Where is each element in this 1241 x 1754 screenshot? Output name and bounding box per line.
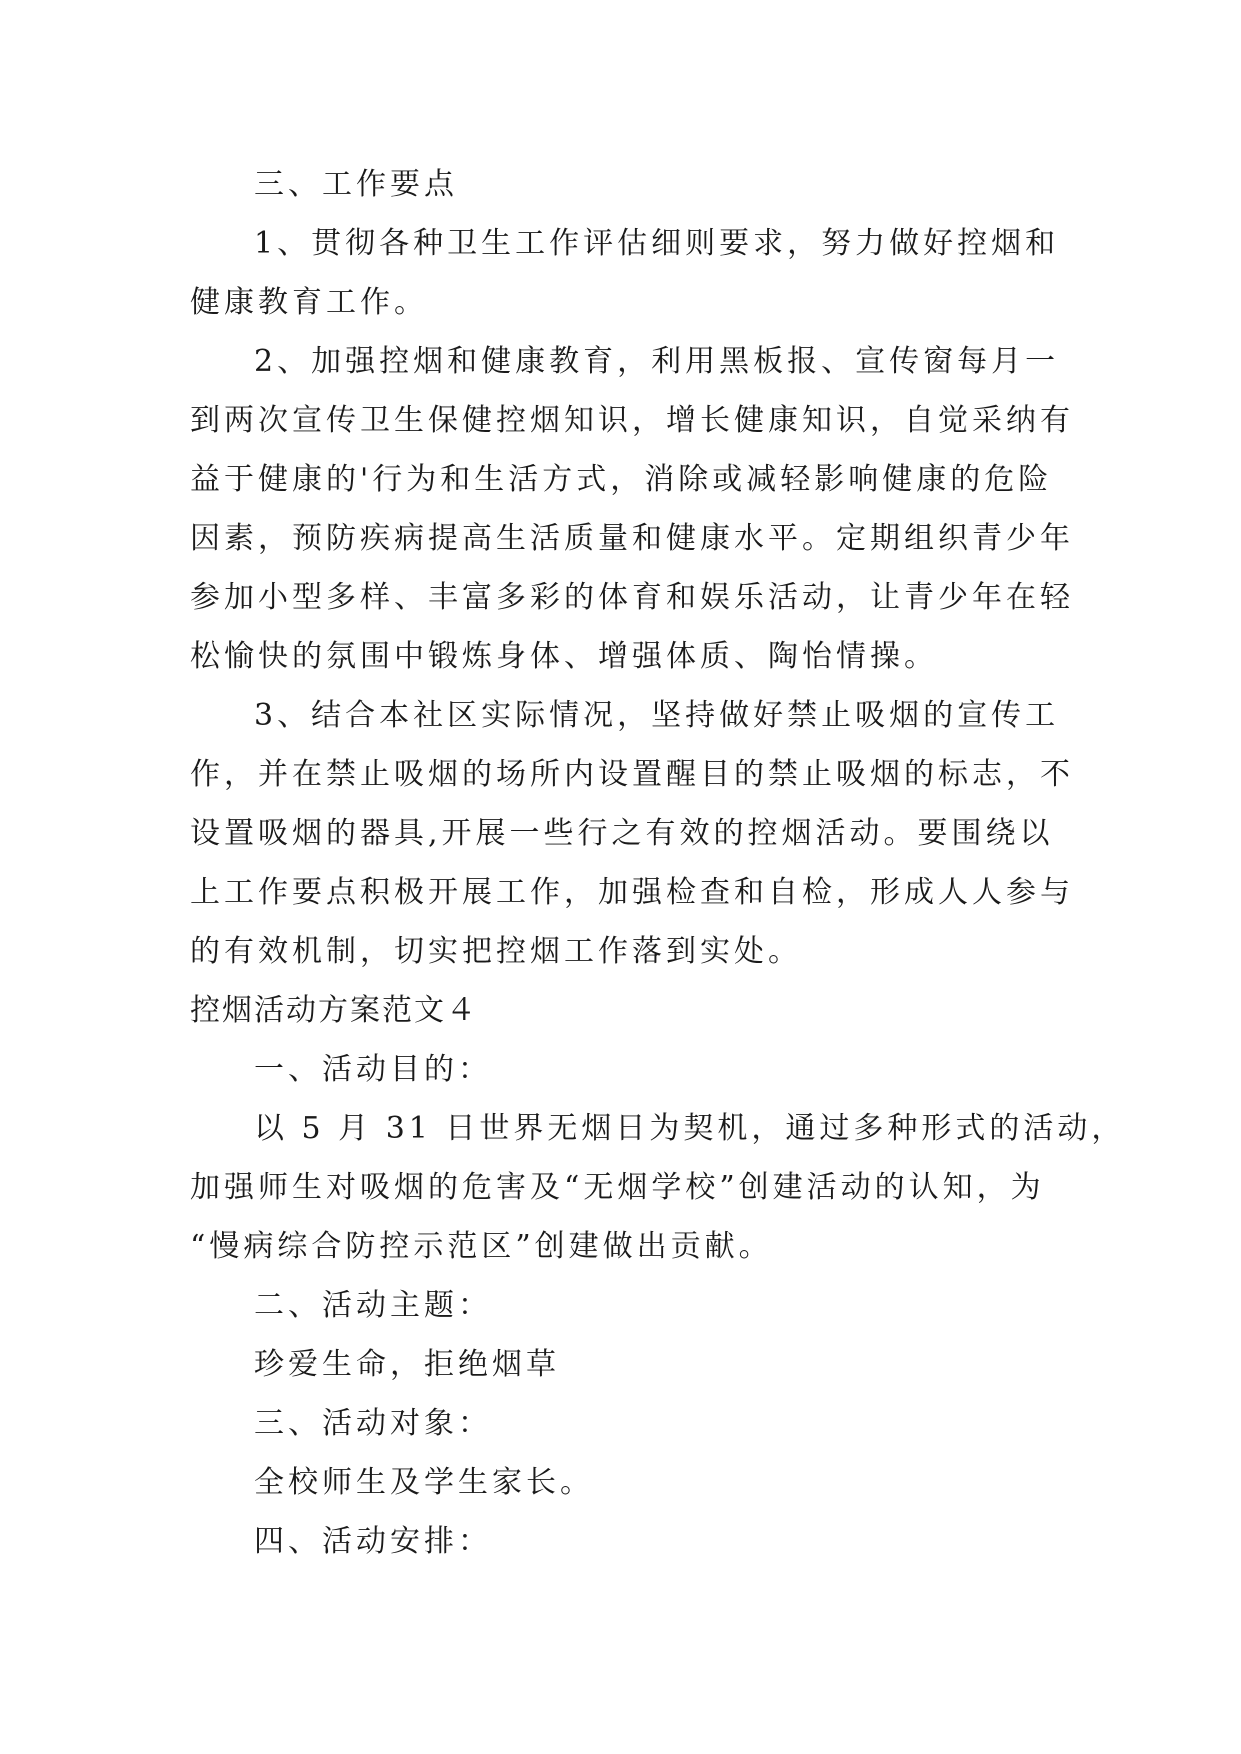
paragraph-line: 松愉快的氛围中锻炼身体、增强体质、陶怡情操。 [190, 639, 938, 674]
paragraph-line: 因素，预防疾病提高生活质量和健康水平。定期组织青少年 [190, 521, 1074, 556]
paragraph-line: 3、结合本社区实际情况，坚持做好禁止吸烟的宣传工 [254, 698, 1060, 733]
section-heading: 二、活动主题： [254, 1288, 492, 1323]
section-heading: 四、活动安排： [254, 1524, 492, 1559]
paragraph-line: “慢病综合防控示范区”创建做出贡献。 [190, 1229, 773, 1264]
paragraph-line: 设置吸烟的器具,开展一些行之有效的控烟活动。要围绕以 [190, 816, 1054, 851]
paragraph-line: 上工作要点积极开展工作，加强检查和自检，形成人人参与 [190, 875, 1074, 910]
paragraph-line: 1、贯彻各种卫生工作评估细则要求，努力做好控烟和 [254, 226, 1060, 261]
paragraph-line: 珍爱生命，拒绝烟草 [254, 1347, 560, 1382]
paragraph-line: 参加小型多样、丰富多彩的体育和娱乐活动，让青少年在轻 [190, 580, 1074, 615]
paragraph-line: 到两次宣传卫生保健控烟知识，增长健康知识，自觉采纳有 [190, 403, 1074, 438]
paragraph-line: 2、加强控烟和健康教育，利用黑板报、宣传窗每月一 [254, 344, 1060, 379]
section-heading: 三、活动对象： [254, 1406, 492, 1441]
paragraph-line: 的有效机制，切实把控烟工作落到实处。 [190, 934, 802, 969]
document-page [190, 155, 1126, 1571]
document-title: 控烟活动方案范文４ [190, 993, 478, 1028]
paragraph-line: 作，并在禁止吸烟的场所内设置醒目的禁止吸烟的标志，不 [190, 757, 1074, 792]
paragraph-line: 加强师生对吸烟的危害及“无烟学校”创建活动的认知，为 [190, 1170, 1045, 1205]
paragraph-line: 益于健康的'行为和生活方式，消除或减轻影响健康的危险 [190, 462, 1053, 497]
section-heading: 一、活动目的： [254, 1052, 492, 1087]
section-heading: 三、工作要点 [254, 167, 458, 202]
paragraph-line: 全校师生及学生家长。 [254, 1465, 594, 1500]
paragraph-line: 以 5 月 31 日世界无烟日为契机，通过多种形式的活动， [254, 1111, 1126, 1146]
paragraph-line: 健康教育工作。 [190, 285, 428, 320]
